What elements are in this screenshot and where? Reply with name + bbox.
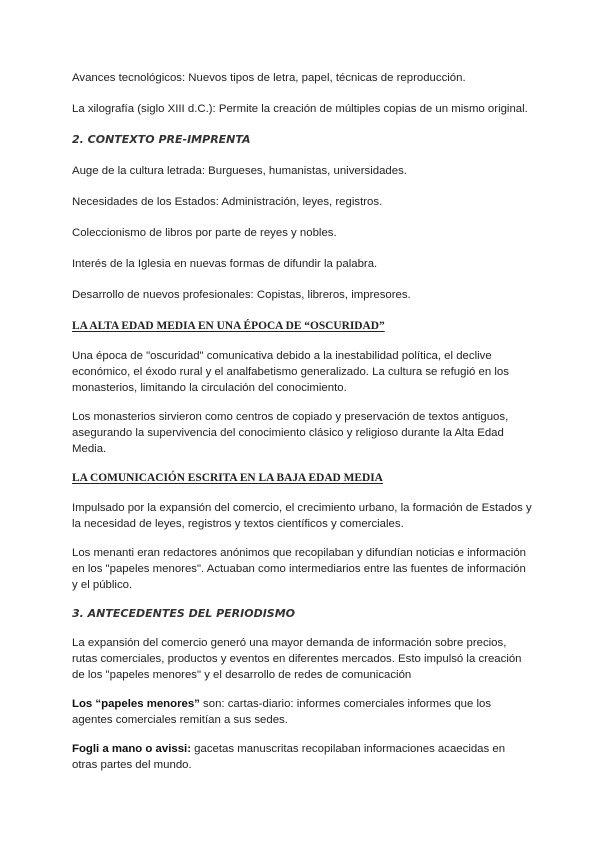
definition-papeles-menores: son: cartas-diario: informes comerciales informes que los agentes comerciales remitían a sus sedes. bbox=[72, 698, 492, 726]
term-papeles-menores: Los “papeles menores” bbox=[72, 698, 200, 710]
paragraph-alta-1: Una época de "oscuridad" comunicativa debido a la inestabilidad política, el declive económico, el éxodo rural y el analfabetismo generalizado. La cultura se refugió en los monasterios, limitando la circulación del conocimiento. bbox=[72, 350, 509, 394]
context-item: Desarrollo de nuevos profesionales: Copistas, libreros, impresores. bbox=[72, 289, 411, 301]
heading-baja-edad-media: LA COMUNICACIÓN ESCRITA EN LA BAJA EDAD MEDIA bbox=[72, 472, 383, 484]
paragraph-antecedentes: La expansión del comercio generó una mayor demanda de información sobre precios, rutas comerciales, productos y eventos en diferentes mercados. Esto impulsó la creación de los "papeles menores" y el desarrollo de redes de comunicación bbox=[72, 637, 522, 681]
document-body bbox=[72, 70, 532, 773]
context-item: Coleccionismo de libros por parte de reyes y nobles. bbox=[72, 227, 337, 239]
paragraph-papeles-menores bbox=[72, 696, 532, 728]
paragraph-xilografia: La xilografía (siglo XIII d.C.): Permite la creación de múltiples copias de un mismo original. bbox=[72, 103, 528, 115]
heading-antecedentes-periodismo: 3. ANTECEDENTES DEL PERIODISMO bbox=[72, 607, 296, 620]
paragraph-baja-1: Impulsado por la expansión del comercio, el crecimiento urbano, la formación de Estados y la necesidad de leyes, registros y textos científicos y comerciales. bbox=[72, 502, 532, 530]
definition-fogli-avissi: gacetas manuscritas recopilaban informaciones acaecidas en otras partes del mundo. bbox=[72, 743, 506, 771]
paragraph-alta-2: Los monasterios sirvieron como centros de copiado y preservación de textos antiguos, asegurando la supervivencia del conocimiento clásico y religioso durante la Alta Edad Media. bbox=[72, 411, 509, 455]
heading-alta-edad-media: LA ALTA EDAD MEDIA EN UNA ÉPOCA DE “OSCURIDAD” bbox=[72, 320, 385, 332]
context-item: Interés de la Iglesia en nuevas formas de difundir la palabra. bbox=[72, 258, 378, 270]
term-fogli-avissi: Fogli a mano o avissi: bbox=[72, 743, 191, 755]
heading-contexto-pre-imprenta: 2. CONTEXTO PRE-IMPRENTA bbox=[72, 133, 251, 146]
paragraph-fogli bbox=[72, 741, 532, 773]
context-item: Auge de la cultura letrada: Burgueses, humanistas, universidades. bbox=[72, 165, 407, 177]
paragraph-avances: Avances tecnológicos: Nuevos tipos de letra, papel, técnicas de reproducción. bbox=[72, 72, 466, 84]
paragraph-baja-2: Los menanti eran redactores anónimos que recopilaban y difundían noticias e información en los "papeles menores". Actuaban como intermediarios entre las fuentes de información y el público. bbox=[72, 547, 527, 591]
context-item: Necesidades de los Estados: Administración, leyes, registros. bbox=[72, 196, 383, 208]
